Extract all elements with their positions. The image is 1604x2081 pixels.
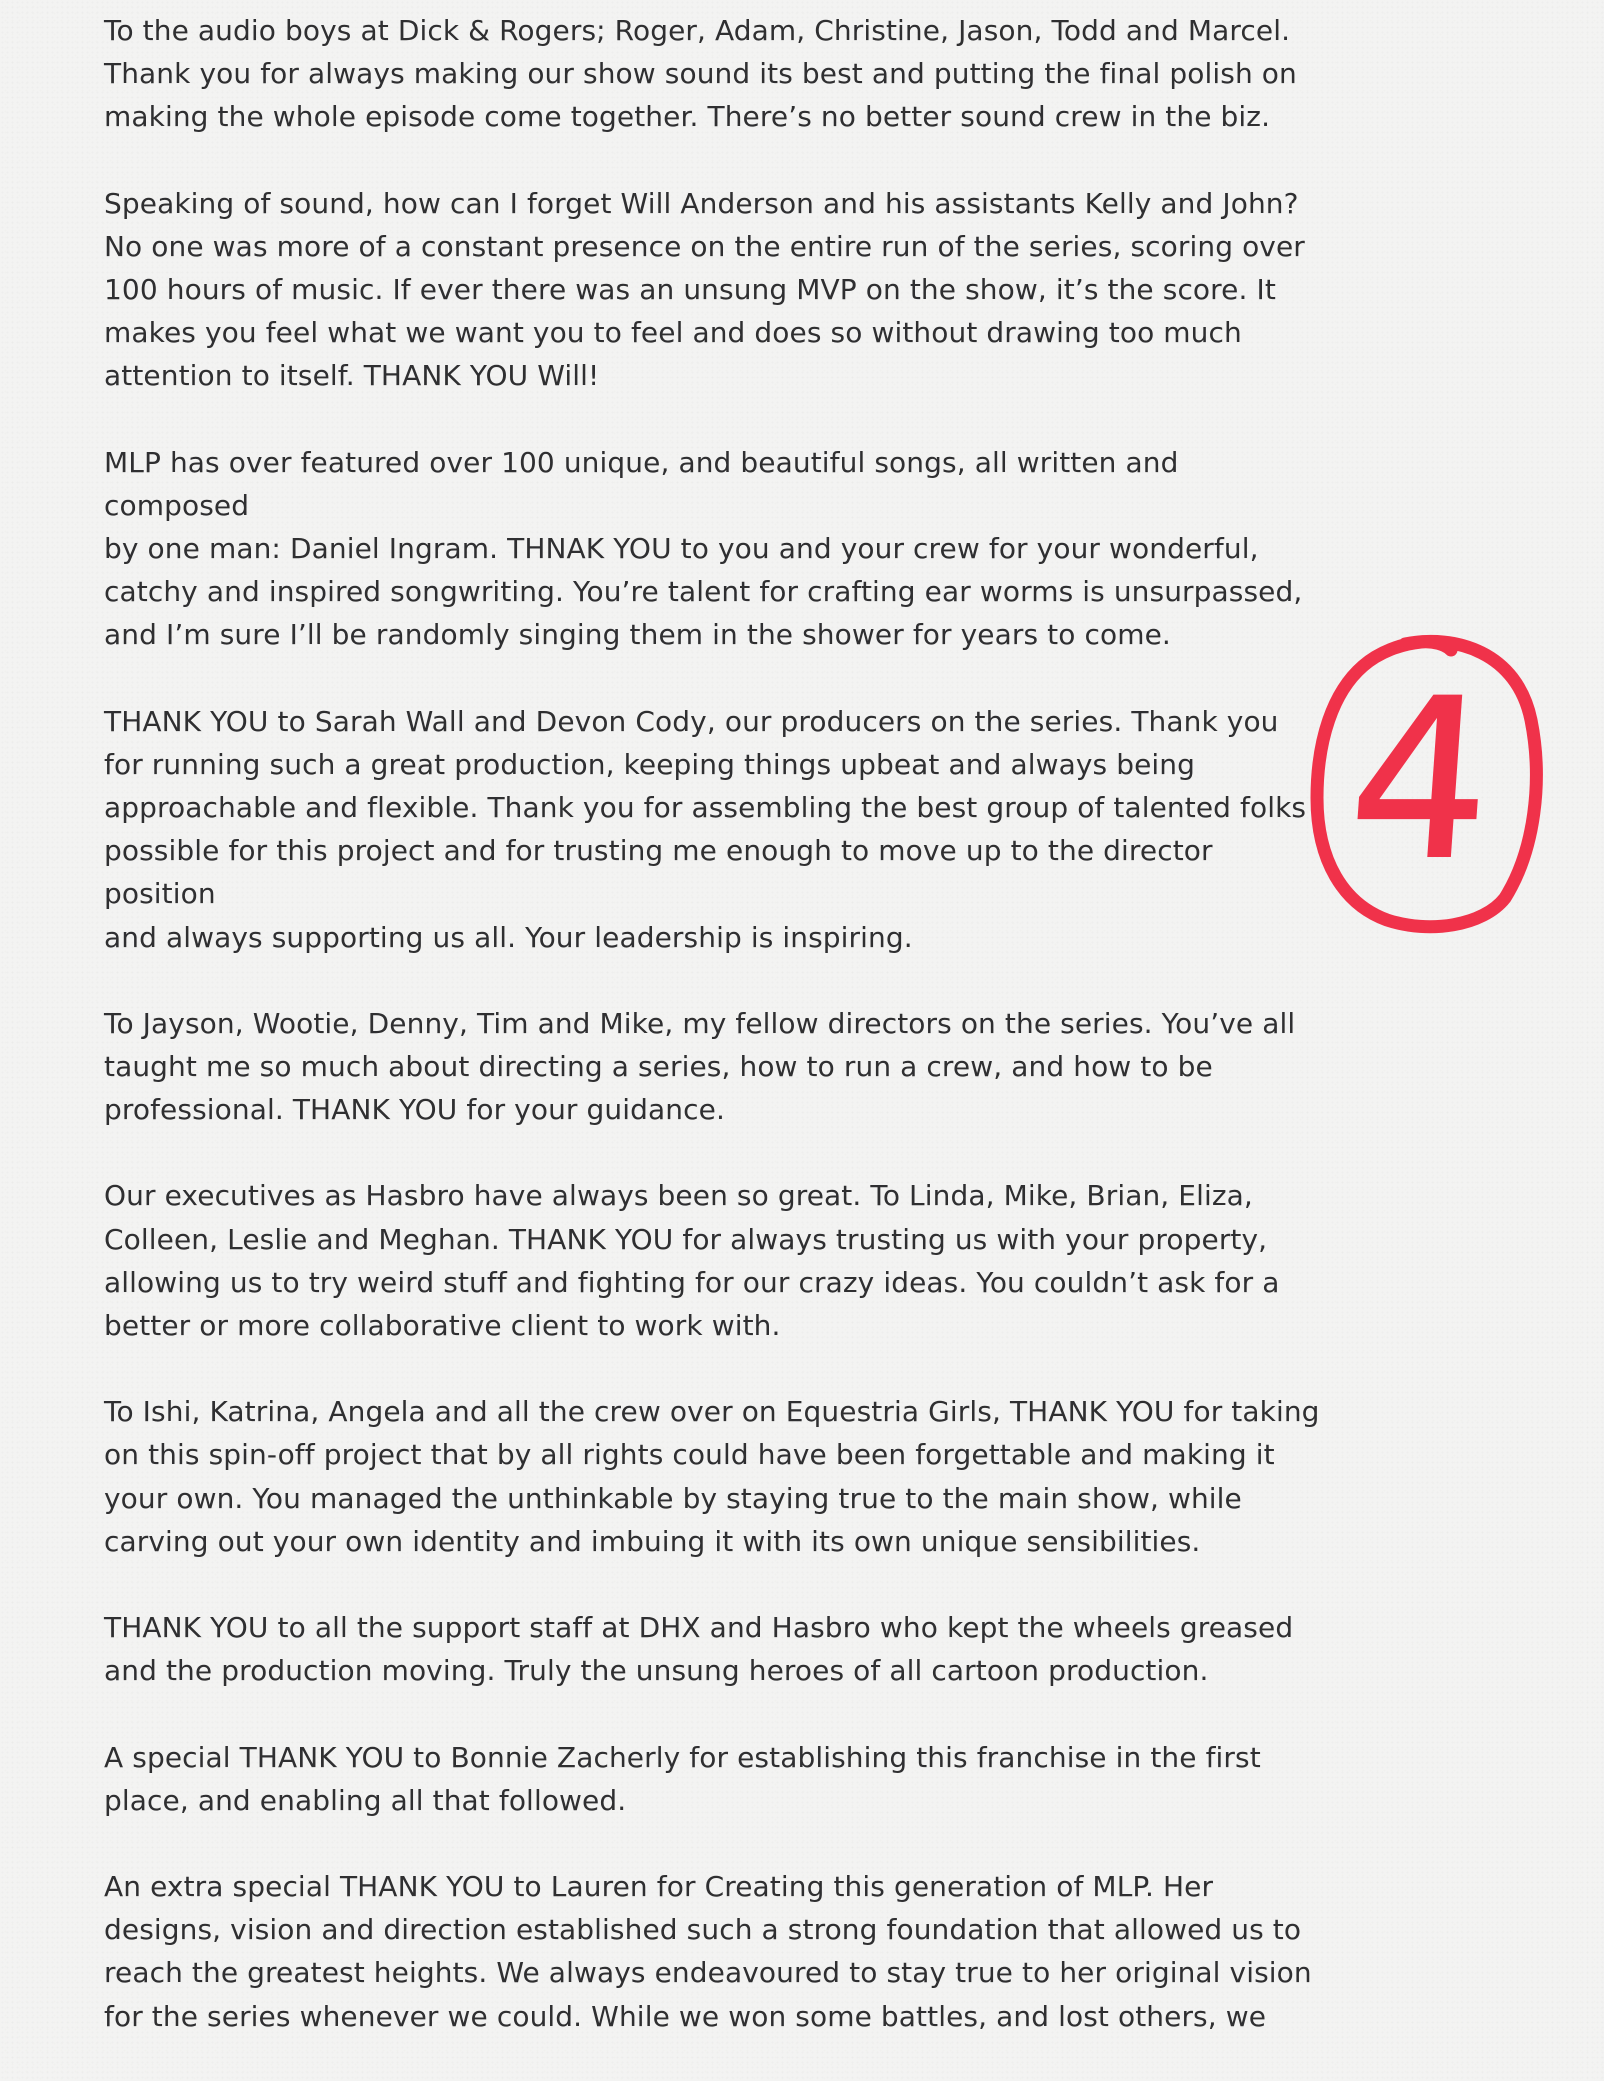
paragraph-lauren: An extra special THANK YOU to Lauren for Creating this generation of MLP. Her designs, vision and direction established such a strong foundation that allowed us to reach the greatest heights. We always endeavoured to stay true to her original vision for the series whenever we could. While we won some battles, and lost others, we	[104, 1869, 1312, 2033]
annotation-number: 4	[1341, 652, 1500, 908]
paragraph-support-staff: THANK YOU to all the support staff at DHX and Hasbro who kept the wheels greased and the production moving. Truly the unsung heroes of all cartoon production.	[104, 1611, 1294, 1688]
paragraph-songwriter: MLP has over featured over 100 unique, and beautiful songs, all written and composed by one man: Daniel Ingram. THNAK YOU to you and your crew for your wonderful, catchy and inspired songwriting. You’re talent for crafting ear worms is unsurpassed, and I’m sure I’ll be randomly singing them in the shower for years to come.	[104, 445, 1303, 652]
paragraph-audio-crew: To the audio boys at Dick & Rogers; Roger, Adam, Christine, Jason, Todd and Marcel. Thank you for always making our show sound its best and putting the final polish on making the whole episode come together. There’s no better sound crew in the biz.	[104, 14, 1297, 134]
paragraph-executives: Our executives as Hasbro have always been so great. To Linda, Mike, Brian, Eliza, Colleen, Leslie and Meghan. THANK YOU for always trusting us with your property, allowing us to try weird stuff and fighting for our crazy ideas. You couldn’t ask for a better or more collaborative client to work with.	[104, 1179, 1280, 1343]
letter-body	[104, 9, 1324, 2081]
handwritten-page-number-annotation	[1305, 630, 1545, 935]
paragraph-directors: To Jayson, Wootie, Denny, Tim and Mike, my fellow directors on the series. You’ve all taught me so much about directing a series, how to run a crew, and how to be professional. THANK YOU for your guidance.	[104, 1006, 1296, 1127]
paragraph-equestria-girls: To Ishi, Katrina, Angela and all the crew over on Equestria Girls, THANK YOU for taking on this spin-off project that by all rights could have been forgettable and making it your own. You managed the unthinkable by staying true to the main show, while carving out your own identity and imbuing it with its own unique sensibilities.	[104, 1395, 1320, 1558]
paragraph-composer: Speaking of sound, how can I forget Will Anderson and his assistants Kelly and John? No one was more of a constant presence on the entire run of the series, scoring over 100 hours of music. If ever there was an unsung MVP on the show, it’s the score. It makes you feel what we want you to feel and does so without drawing too much attention to itself. THANK YOU Will!	[104, 186, 1305, 393]
paragraph-bonnie: A special THANK YOU to Bonnie Zacherly for establishing this franchise in the first place, and enabling all that followed.	[104, 1740, 1261, 1817]
paragraph-producers: THANK YOU to Sarah Wall and Devon Cody, our producers on the series. Thank you for running such a great production, keeping things upbeat and always being approachable and flexible. Thank you for assembling the best group of talented folks possible for this project and for trusting me enough to move up to the director position and always supporting us all. Your leadership is inspiring.	[104, 704, 1307, 954]
